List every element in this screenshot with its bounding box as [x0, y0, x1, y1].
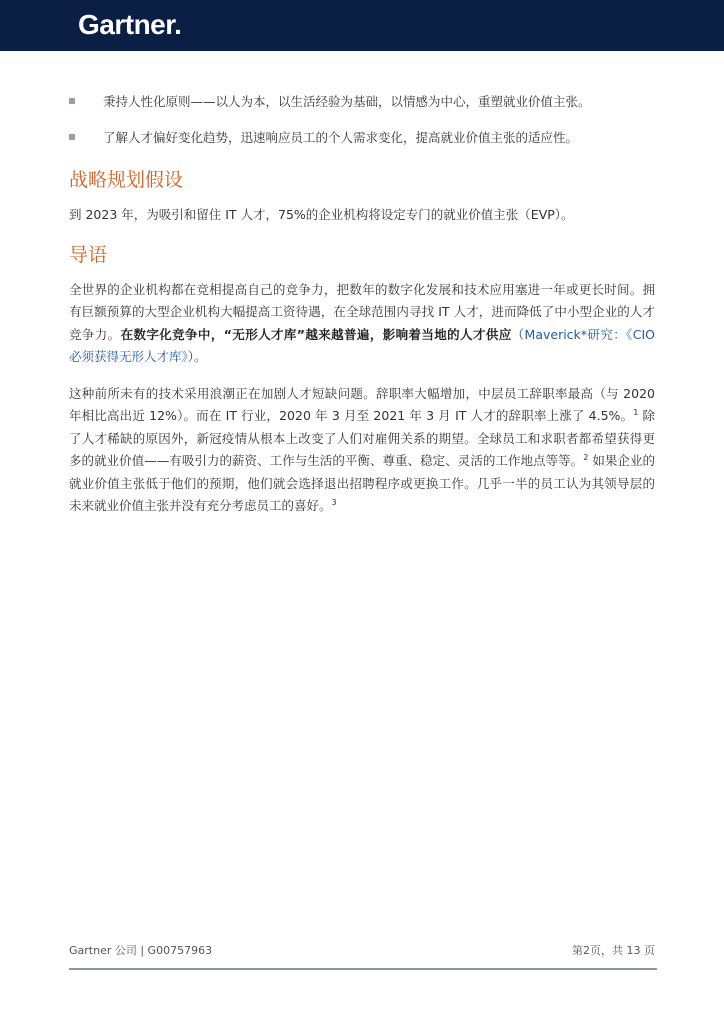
bullet-text: 秉持人性化原则——以人为本，以生活经验为基础，以情感为中心，重塑就业价值主张。 [103, 94, 591, 109]
intro-paragraph-2 [69, 383, 655, 518]
intro-p1-text: 全世界的企业机构都在竞相提高自己的竞争力，把数年的数字化发展和技术应用塞进一年或更长时间。拥有巨额预算的大型企业机构大幅提高工资待遇，在全球范围内寻找 IT 人才，进而降低了中小型企业的人才竞争力。 [69, 281, 655, 342]
bullet-text: 了解人才偏好变化趋势，迅速响应员工的个人需求变化，提高就业价值主张的适应性。 [103, 130, 579, 145]
page-header [0, 0, 724, 51]
maverick-research-link[interactable]: Maverick*研究：《CIO 必须获得无形人才库》 [69, 326, 655, 364]
bullet-item [69, 124, 655, 152]
footnote-ref-3[interactable]: 3 [331, 497, 337, 507]
intro-p1-emphasis: 在数字化竞争中，“无形人才库”越来越普遍，影响着当地的人才供应 [120, 326, 512, 342]
intro-p1-paren-close: ）。 [187, 349, 207, 364]
footer-divider [69, 968, 657, 970]
footer-page-number: 第2页，共 13 页 [572, 944, 655, 957]
footnote-ref-1[interactable]: 1 [633, 407, 639, 417]
intro-p2-text-c: 如果企业的就业价值主张低于他们的预期，他们就会选择退出招聘程序或更换工作。几乎一半的员工认为其领导层的未来就业价值主张并没有充分考虑员工的喜好。 [69, 453, 655, 513]
bullet-square-icon [69, 134, 75, 140]
intro-p1-paren-open: （ [511, 326, 525, 342]
gartner-logo: Gartner. [78, 9, 182, 40]
bullet-square-icon [69, 98, 75, 104]
intro-paragraph-1 [69, 279, 655, 369]
assumption-heading: 战略规划假设 [69, 169, 184, 191]
assumption-text: 到 2023 年，为吸引和留住 IT 人才，75%的企业机构将设定专门的就业价值主张（EVP）。 [69, 207, 574, 222]
page-content [69, 88, 655, 532]
bullet-item [69, 88, 655, 116]
footnote-ref-2[interactable]: 2 [583, 452, 589, 462]
footer-document-id: Gartner 公司 | G00757963 [69, 944, 213, 957]
intro-p2-text-b: 除了人才稀缺的原因外，新冠疫情从根本上改变了人们对雇佣关系的期望。全球员工和求职者都希望获得更多的就业价值——有吸引力的薪资、工作与生活的平衡、尊重、稳定、灵活的工作地点等等。 [69, 408, 655, 468]
intro-heading: 导语 [69, 243, 108, 266]
intro-p2-text-a: 这种前所未有的技术采用浪潮正在加剧人才短缺问题。辞职率大幅增加，中层员工辞职率最高（与 2020 年相比高出近 12%）。而在 IT 行业，2020 年 3 月至 2021 年 3 月 IT 人才的辞职率上涨了 4.5%。 [69, 385, 655, 423]
